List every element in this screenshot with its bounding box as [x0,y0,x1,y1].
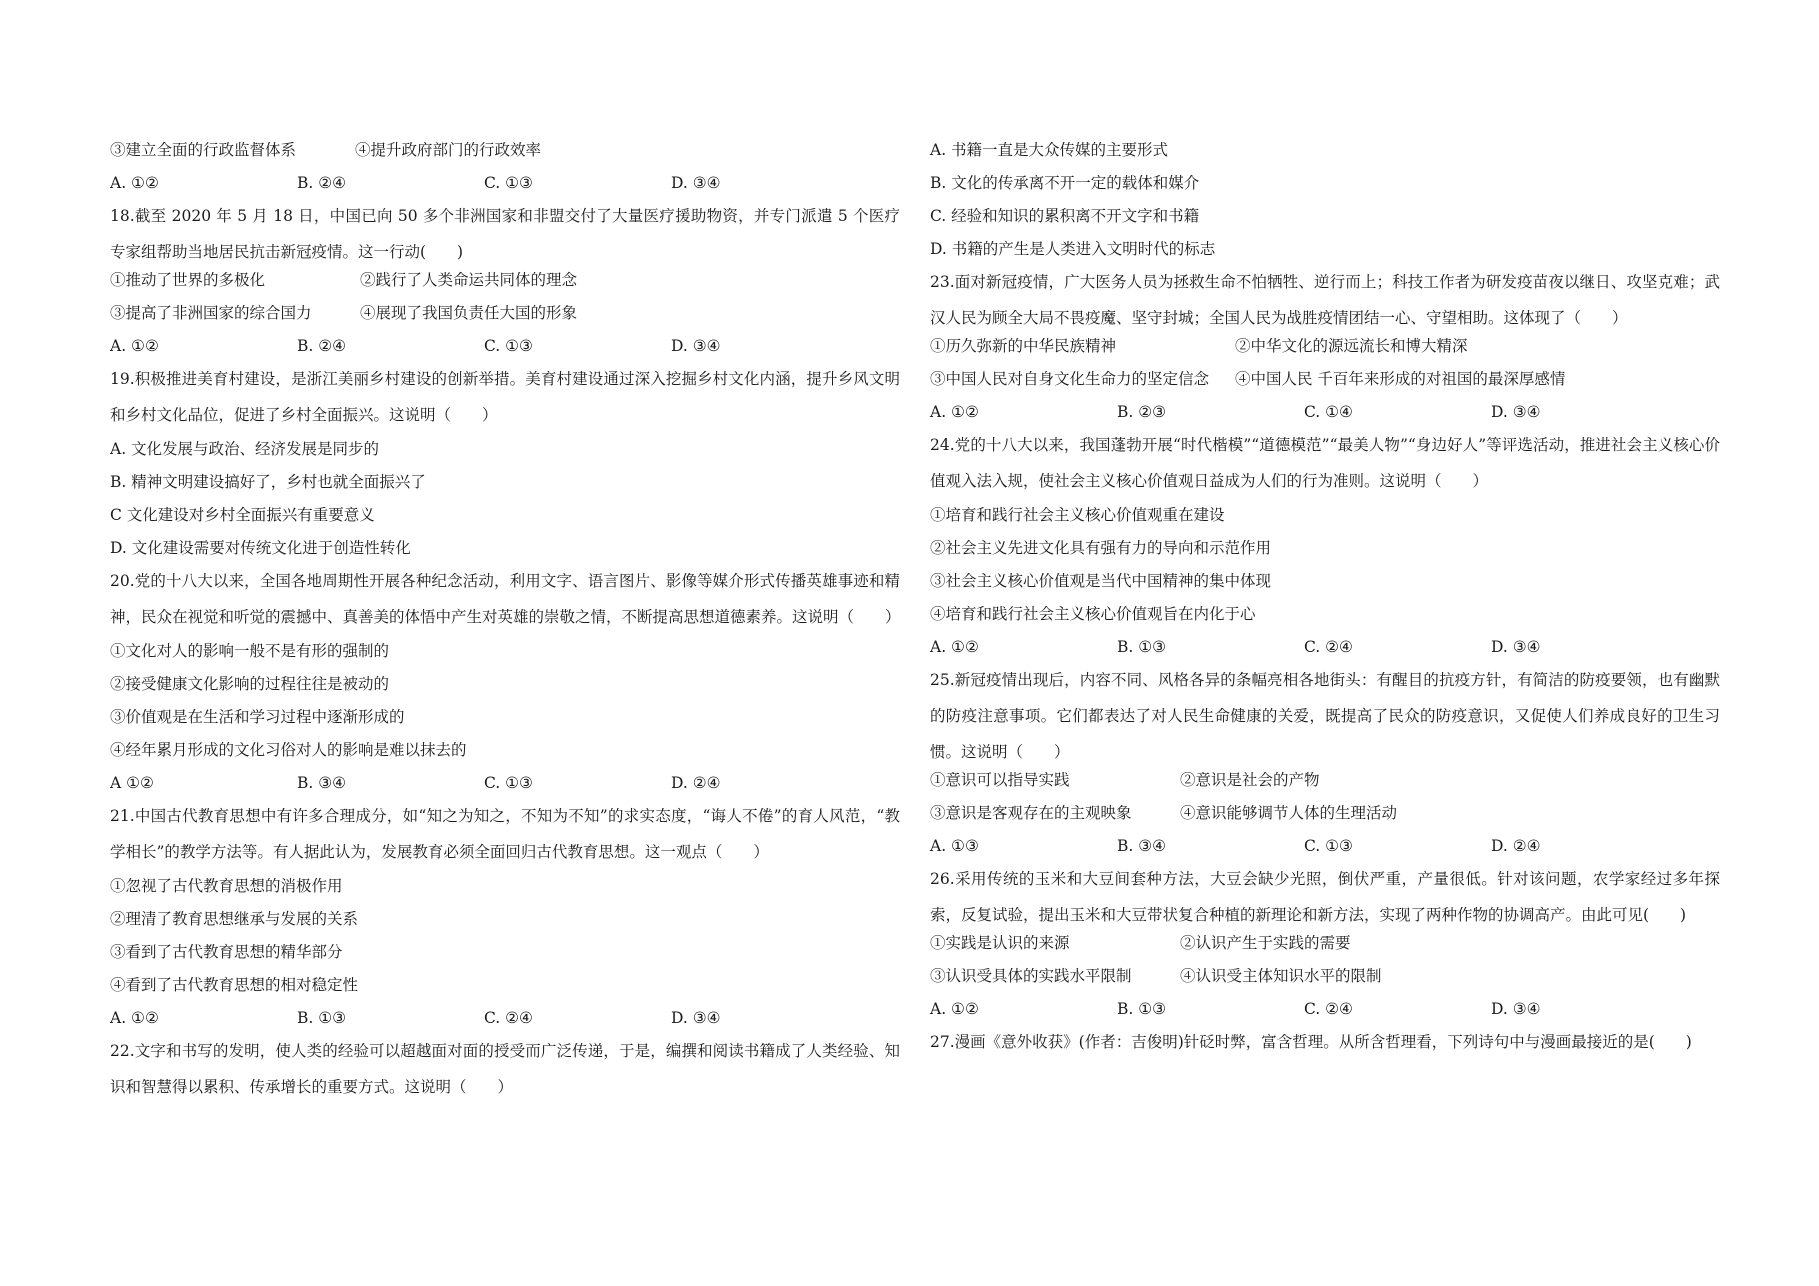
choice-a: A ①② [110,774,154,792]
choice-a: A. ①② [110,174,159,192]
question-25-choices [930,836,1720,856]
question-20-choices [110,773,900,793]
q24-item-1: ①培育和践行社会主义核心价值观重在建设 [930,506,1225,524]
choice-b: B. ①③ [297,1009,347,1027]
q25-item-1: ①意识可以指导实践 [930,771,1070,789]
intro-item-4: ④提升政府部门的行政效率 [355,141,542,159]
q20-item-2: ②接受健康文化影响的过程往往是被动的 [110,675,390,693]
q20-item-4: ④经年累月形成的文化习俗对人的影响是难以抹去的 [110,741,467,759]
q18-item-1: ①推动了世界的多极化 [110,271,266,289]
q19-option-b: B. 精神文明建设搞好了，乡村也就全面振兴了 [110,473,426,491]
q19-option-d: D. 文化建设需要对传统文化进于创造性转化 [110,539,411,557]
q26-item-1: ①实践是认识的来源 [930,934,1070,952]
intro-item-3: ③建立全面的行政监督体系 [110,141,297,159]
choice-a: A. ①② [930,1000,979,1018]
question-26-stem: 26.采用传统的玉米和大豆间套种方法，大豆会缺少光照，倒伏严重，产量很低。针对该问题，农学家经过多年探索，反复试验，提出玉米和大豆带状复合种植的新理论和新方法，实现了两种作物的协调高产。由此可见( ) [930,870,1720,924]
choice-b: B. ①③ [1117,638,1167,656]
choice-d: D. ③④ [1491,1000,1541,1018]
question-26-choices [930,999,1720,1019]
choice-c: C. ①③ [484,774,533,792]
q18-item-4: ④展现了我国负责任大国的形象 [360,304,578,322]
q23-item-3: ③中国人民对自身文化生命力的坚定信念 [930,370,1210,388]
choice-d: D. ③④ [671,1009,721,1027]
question-25-stem: 25.新冠疫情出现后，内容不同、风格各异的条幅亮相各地街头：有醒目的抗疫方针，有简洁的防疫要领，也有幽默的防疫注意事项。它们都表达了对人民生命健康的关爱，既提高了民众的防疫意识，又促使人们养成良好的卫生习惯。这说明（ ） [930,671,1720,761]
q22-option-a: A. 书籍一直是大众传媒的主要形式 [930,141,1169,159]
choice-c: C. ①③ [484,337,533,355]
choice-b: B. ③④ [297,774,347,792]
q24-item-3: ③社会主义核心价值观是当代中国精神的集中体现 [930,572,1272,590]
q20-item-1: ①文化对人的影响一般不是有形的强制的 [110,642,390,660]
question-23-pair-1 [930,336,1720,356]
question-25-pair-1 [930,770,1720,790]
choice-c: C. ②④ [484,1009,533,1027]
question-23-stem: 23.面对新冠疫情，广大医务人员为拯救生命不怕牺牲、逆行而上；科技工作者为研发疫苗夜以继日、攻坚克难；武汉人民为顾全大局不畏疫魔、坚守封城；全国人民为战胜疫情团结一心、守望相助。这体现了（ ） [930,273,1720,327]
question-18-stem: 18.截至 2020 年 5 月 18 日，中国已向 50 多个非洲国家和非盟交付了大量医疗援助物资，并专门派遣 5 个医疗专家组帮助当地居民抗击新冠疫情。这一行动( ) [110,207,900,261]
question-21-stem: 21.中国古代教育思想中有许多合理成分，如“知之为知之，不知为不知”的求实态度，“诲人不倦”的育人风范，“教学相长”的教学方法等。有人据此认为，发展教育必须全面回归古代教育思想。这一观点（ ） [110,807,900,861]
question-23-pair-2 [930,369,1720,389]
choice-c: C. ①③ [1304,837,1353,855]
q24-item-2: ②社会主义先进文化具有强有力的导向和示范作用 [930,539,1272,557]
q26-item-3: ③认识受具体的实践水平限制 [930,967,1132,985]
choice-b: B. ②③ [1117,403,1167,421]
choice-b: B. ②④ [297,174,347,192]
intro-line [110,140,900,160]
q18-item-3: ③提高了非洲国家的综合国力 [110,304,312,322]
question-24-choices [930,637,1720,657]
choice-b: B. ②④ [297,337,347,355]
q23-item-4: ④中国人民 千百年来形成的对祖国的最深厚感情 [1235,370,1566,388]
choice-c: C. ②④ [1304,638,1353,656]
q25-item-4: ④意识能够调节人体的生理活动 [1180,804,1398,822]
q26-item-2: ②认识产生于实践的需要 [1180,934,1351,952]
choice-d: D. ②④ [671,774,721,792]
question-26-pair-1 [930,933,1720,953]
choice-b: B. ③④ [1117,837,1167,855]
question-23-choices [930,402,1720,422]
intro-choices [110,173,900,193]
q18-item-2: ②践行了人类命运共同体的理念 [360,271,578,289]
choice-a: A. ①③ [930,837,979,855]
choice-a: A. ①② [110,337,159,355]
choice-c: C. ②④ [1304,1000,1353,1018]
question-20-stem: 20.党的十八大以来，全国各地周期性开展各种纪念活动，利用文字、语言图片、影像等媒介形式传播英雄事迹和精神，民众在视觉和听觉的震撼中、真善美的体悟中产生对英雄的崇敬之情，不断提高思想道德素养。这说明（ ） [110,572,901,626]
q25-item-3: ③意识是客观存在的主观映象 [930,804,1132,822]
q24-item-4: ④培育和践行社会主义核心价值观旨在内化于心 [930,605,1256,623]
q25-item-2: ②意识是社会的产物 [1180,771,1320,789]
choice-d: D. ②④ [1491,837,1541,855]
choice-d: D. ③④ [1491,403,1541,421]
q19-option-a: A. 文化发展与政治、经济发展是同步的 [110,440,380,458]
q21-item-2: ②理清了教育思想继承与发展的关系 [110,910,359,928]
q21-item-4: ④看到了古代教育思想的相对稳定性 [110,976,359,994]
q21-item-1: ①忽视了古代教育思想的消极作用 [110,877,343,895]
q19-option-c: C 文化建设对乡村全面振兴有重要意义 [110,506,375,524]
q22-option-b: B. 文化的传承离不开一定的载体和媒介 [930,174,1200,192]
question-24-stem: 24.党的十八大以来，我国蓬勃开展“时代楷模”“道德模范”“最美人物”“身边好人”等评选活动，推进社会主义核心价值观入法入规，使社会主义核心价值观日益成为人们的行为准则。这说明（ ） [930,436,1720,490]
question-25-pair-2 [930,803,1720,823]
choice-c: C. ①③ [484,174,533,192]
question-22-stem: 22.文字和书写的发明，使人类的经验可以超越面对面的授受而广泛传递，于是，编撰和阅读书籍成了人类经验、知识和智慧得以累积、传承增长的重要方式。这说明（ ） [110,1042,900,1096]
question-19-stem: 19.积极推进美育村建设，是浙江美丽乡村建设的创新举措。美育村建设通过深入挖掘乡村文化内涵，提升乡风文明和乡村文化品位，促进了乡村全面振兴。这说明（ ） [110,370,900,424]
question-18-pair-2 [110,303,900,323]
choice-a: A. ①② [930,403,979,421]
q20-item-3: ③价值观是在生活和学习过程中逐渐形成的 [110,708,405,726]
question-21-choices [110,1008,900,1028]
choice-c: C. ①④ [1304,403,1353,421]
question-18-pair-1 [110,270,900,290]
q21-item-3: ③看到了古代教育思想的精华部分 [110,943,343,961]
choice-a: A. ①② [110,1009,159,1027]
q22-option-d: D. 书籍的产生是人类进入文明时代的标志 [930,240,1216,258]
left-column [110,140,900,1105]
choice-d: D. ③④ [671,337,721,355]
choice-b: B. ①③ [1117,1000,1167,1018]
choice-d: D. ③④ [671,174,721,192]
q26-item-4: ④认识受主体知识水平的限制 [1180,967,1382,985]
question-26-pair-2 [930,966,1720,986]
choice-a: A. ①② [930,638,979,656]
choice-d: D. ③④ [1491,638,1541,656]
question-27-stem: 27.漫画《意外收获》(作者：吉俊明)针砭时弊，富含哲理。从所含哲理看，下列诗句中与漫画最接近的是( ) [930,1033,1692,1051]
q23-item-2: ②中华文化的源远流长和博大精深 [1235,337,1468,355]
q22-option-c: C. 经验和知识的累积离不开文字和书籍 [930,207,1200,225]
q23-item-1: ①历久弥新的中华民族精神 [930,337,1117,355]
right-column [930,140,1720,1060]
question-18-choices [110,336,900,356]
